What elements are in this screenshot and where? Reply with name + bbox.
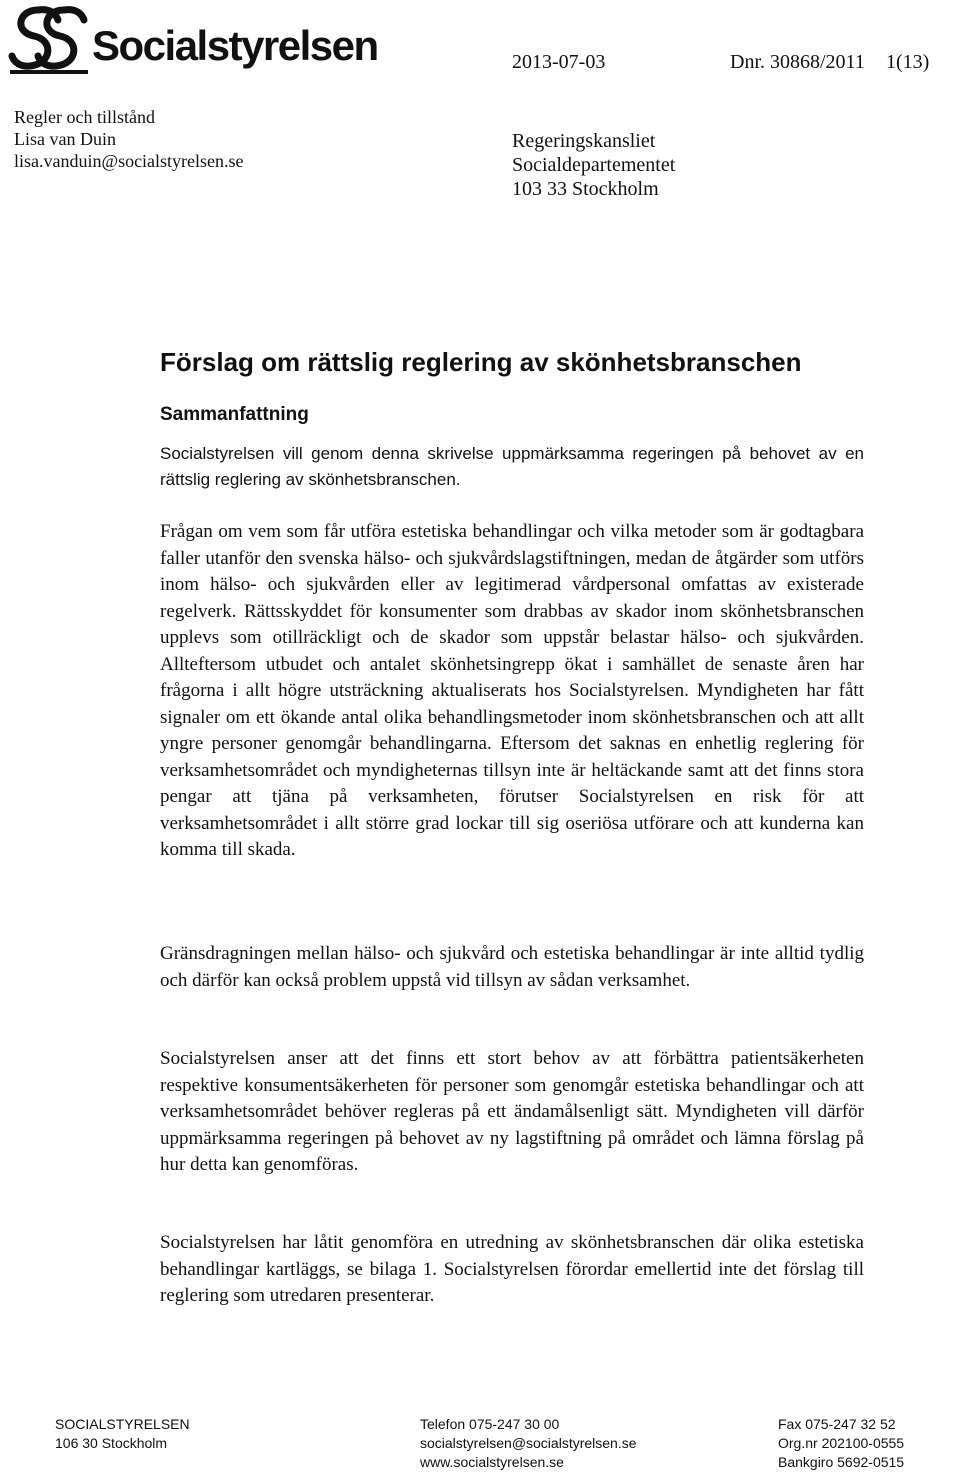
logo-wordmark: Socialstyrelsen <box>92 22 378 69</box>
body-paragraph-4: Socialstyrelsen har låtit genomföra en utredning av skönhetsbranschen där olika estetiska behandlingar kartläggs, se bilaga 1. Socialstyrelsen förordar emellertid inte det förslag till reglering som utredaren presenterar. <box>160 1232 864 1306</box>
sender-department: Regler och tillstånd <box>14 107 155 127</box>
body-paragraph-2: Gränsdragningen mellan hälso- och sjukvård och estetiska behandlingar är inte alltid tydlig och därför kan också problem uppstå vid tillsyn av sådan verksamhet. <box>160 943 864 991</box>
recipient-address <box>512 129 675 201</box>
document-title: Förslag om rättslig reglering av skönhetsbranschen <box>160 347 802 377</box>
recipient-line-1: Regeringskansliet <box>512 130 656 152</box>
footer-registration <box>778 1415 904 1472</box>
body-paragraph-1: Frågan om vem som får utföra estetiska behandlingar och vilka metoder som är godtagbara faller utanför den svenska hälso- och sjukvårdslagstiftningen, medan de åtgärder som utförs inom hälso- och sjukvården eller av legitimerad vårdpersonal omfattas av existerade regelverk. Rättsskyddet för konsumenter som drabbas av skador inom skönhetsbranschen upplevs som otillräckligt och de skador som uppstår belastar hälso- och sjukvården. Allteftersom utbudet och antalet skönhetsingrepp ökat i samhället de senaste åren har frågorna i allt högre utsträckning aktualiserats hos Socialstyrelsen. Myndigheten har fått signaler om ett ökande antal olika behandlingsmetoder inom skönhetsbranschen och att allt yngre personer genomgår behandlingarna. Eftersom det saknas en enhetlig reglering för verksamhetsområdet och myndigheternas tillsyn inte är heltäckande samt att det finns stora pengar att tjäna på verksamheten, förutser Socialstyrelsen en risk för att verksamhetsområdet i allt större grad lockar till sig oseriösa utförare och att kunderna kan komma till skada. <box>160 521 864 860</box>
recipient-line-3: 103 33 Stockholm <box>512 178 659 200</box>
document-reference-number: Dnr. 30868/2011 <box>730 51 865 73</box>
sender-block <box>14 106 244 172</box>
socialstyrelsen-logo <box>8 2 378 78</box>
footer-org-number: Org.nr 202100-0555 <box>778 1435 905 1451</box>
summary-heading: Sammanfattning <box>160 404 309 425</box>
footer-address <box>55 1415 190 1453</box>
sender-email: lisa.vanduin@socialstyrelsen.se <box>14 151 244 171</box>
sender-name: Lisa van Duin <box>14 129 116 149</box>
footer-phone: Telefon 075-247 30 00 <box>420 1416 560 1432</box>
footer-postal-address: 106 30 Stockholm <box>55 1435 168 1451</box>
footer-fax: Fax 075-247 32 52 <box>778 1416 896 1432</box>
footer-website: www.socialstyrelsen.se <box>420 1454 564 1470</box>
page-number: 1(13) <box>886 51 930 73</box>
body-paragraph-3: Socialstyrelsen anser att det finns ett stort behov av att förbättra patientsäkerheten respektive konsumentsäkerheten för personer som genomgår estetiska behandlingar och att verksamhetsområdet behöver regleras på ett ändamålsenligt sätt. Myndigheten vill därför uppmärksamma regeringen på behovet av ny lagstiftning på området och lämna förslag på hur detta kan genomföras. <box>160 1048 864 1175</box>
document-date: 2013-07-03 <box>512 51 606 73</box>
logo-emblem-icon <box>8 2 92 78</box>
footer-bankgiro: Bankgiro 5692-0515 <box>778 1454 905 1470</box>
footer-org-name: SOCIALSTYRELSEN <box>55 1416 190 1432</box>
footer-contact <box>420 1415 637 1472</box>
summary-text: Socialstyrelsen vill genom denna skrivelse uppmärksamma regeringen på behovet av en rättslig reglering av skönhetsbranschen. <box>160 444 864 489</box>
recipient-line-2: Socialdepartementet <box>512 154 676 176</box>
footer-email: socialstyrelsen@socialstyrelsen.se <box>420 1435 637 1451</box>
